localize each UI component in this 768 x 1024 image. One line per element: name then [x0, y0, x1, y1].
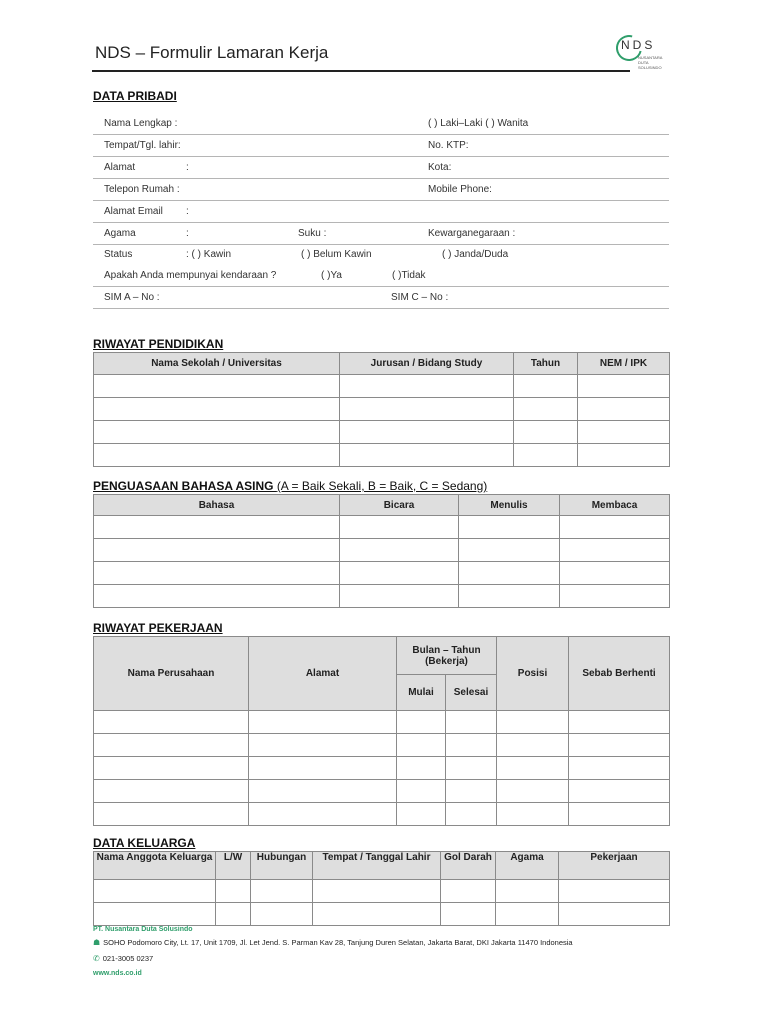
family-table — [93, 851, 670, 926]
table-cell[interactable] — [578, 444, 670, 467]
footer-address-text: SOHO Podomoro City, Lt. 17, Unit 1709, Jl. Let Jend. S. Parman Kav 28, Tanjung Duren Selatan, Jakarta Barat, DKI Jakarta 11470 Indonesia — [103, 938, 573, 947]
header-tahun: Tahun — [514, 353, 578, 375]
table-cell[interactable] — [496, 903, 559, 926]
table-cell[interactable] — [497, 780, 569, 803]
label-alamat: Alamat — [104, 162, 136, 173]
option-tidak[interactable]: ( )Tidak — [392, 270, 426, 281]
bahasa-legend: (A = Baik Sekali, B = Baik, C = Sedang) — [276, 479, 488, 493]
field-row-telepon — [93, 179, 669, 201]
bahasa-title: PENGUASAAN BAHASA ASING — [93, 479, 274, 493]
header-mulai: Mulai — [397, 675, 446, 711]
employment-table — [93, 636, 670, 826]
education-table — [93, 352, 670, 467]
label-status: Status — [104, 249, 133, 260]
table-row — [94, 757, 670, 780]
company-logo — [612, 33, 682, 73]
field-row-status — [93, 244, 669, 265]
label-alamat-email: Alamat Email — [104, 206, 163, 217]
table-cell[interactable] — [251, 903, 313, 926]
field-row-kendaraan — [93, 265, 669, 287]
table-cell[interactable] — [216, 880, 251, 903]
colon-agama: : — [186, 228, 189, 239]
table-row — [94, 562, 670, 585]
table-cell[interactable] — [446, 757, 497, 780]
table-cell[interactable] — [559, 903, 670, 926]
table-cell[interactable] — [94, 444, 340, 467]
table-row — [94, 398, 670, 421]
section-title-bahasa — [93, 479, 487, 493]
field-row-nama — [93, 113, 669, 135]
header-nem-ipk: NEM / IPK — [578, 353, 670, 375]
table-cell[interactable] — [249, 734, 397, 757]
table-cell[interactable] — [514, 398, 578, 421]
table-cell[interactable] — [578, 375, 670, 398]
table-row — [94, 421, 670, 444]
table-cell[interactable] — [569, 757, 670, 780]
table-cell[interactable] — [249, 757, 397, 780]
table-cell[interactable] — [497, 757, 569, 780]
header-bicara: Bicara — [340, 495, 459, 516]
table-cell[interactable] — [497, 711, 569, 734]
table-cell[interactable] — [441, 880, 496, 903]
table-cell[interactable] — [397, 780, 446, 803]
table-cell[interactable] — [249, 803, 397, 826]
field-row-email — [93, 201, 669, 223]
label-mobile-phone: Mobile Phone: — [428, 184, 492, 195]
header-selesai: Selesai — [446, 675, 497, 711]
header-bahasa: Bahasa — [94, 495, 340, 516]
table-cell[interactable] — [569, 711, 670, 734]
title-divider — [92, 70, 630, 72]
table-cell[interactable] — [569, 734, 670, 757]
table-row — [94, 734, 670, 757]
table-cell[interactable] — [94, 734, 249, 757]
header-nama-anggota: Nama Anggota Keluarga — [94, 852, 216, 880]
document-title: NDS – Formulir Lamaran Kerja — [95, 43, 329, 62]
colon-alamat: : — [186, 162, 189, 173]
table-cell[interactable] — [514, 421, 578, 444]
footer-website[interactable]: www.nds.co.id — [93, 970, 142, 977]
table-cell[interactable] — [94, 516, 340, 539]
table-cell[interactable] — [578, 398, 670, 421]
table-cell[interactable] — [459, 585, 560, 608]
label-sim-c: SIM C – No : — [391, 292, 449, 303]
table-cell[interactable] — [251, 880, 313, 903]
phone-icon: ✆ — [93, 954, 100, 963]
table-cell[interactable] — [459, 562, 560, 585]
table-cell[interactable] — [216, 903, 251, 926]
table-row — [94, 539, 670, 562]
table-cell[interactable] — [446, 803, 497, 826]
table-cell[interactable] — [94, 585, 340, 608]
table-cell[interactable] — [249, 780, 397, 803]
field-row-sim — [93, 287, 669, 309]
table-cell[interactable] — [459, 516, 560, 539]
table-cell[interactable] — [340, 516, 459, 539]
header-menulis: Menulis — [459, 495, 560, 516]
table-cell[interactable] — [459, 539, 560, 562]
header-membaca: Membaca — [560, 495, 670, 516]
table-cell[interactable] — [340, 539, 459, 562]
table-cell[interactable] — [94, 711, 249, 734]
table-cell[interactable] — [497, 803, 569, 826]
table-cell[interactable] — [560, 562, 670, 585]
gender-options[interactable]: ( ) Laki–Laki ( ) Wanita — [428, 118, 529, 129]
header-bulan-tahun: Bulan – Tahun (Bekerja) — [397, 637, 497, 675]
header-agama: Agama — [496, 852, 559, 880]
table-cell[interactable] — [560, 585, 670, 608]
section-title-riwayat-pekerjaan: RIWAYAT PEKERJAAN — [93, 621, 223, 635]
table-row — [94, 903, 670, 926]
table-cell[interactable] — [446, 734, 497, 757]
field-row-alamat — [93, 157, 669, 179]
table-cell[interactable] — [514, 375, 578, 398]
table-cell[interactable] — [397, 803, 446, 826]
header-jurusan: Jurusan / Bidang Study — [340, 353, 514, 375]
header-lw: L/W — [216, 852, 251, 880]
label-kendaraan: Apakah Anda mempunyai kendaraan ? — [104, 270, 277, 281]
header-hubungan: Hubungan — [251, 852, 313, 880]
header-pekerjaan: Pekerjaan — [559, 852, 670, 880]
label-suku: Suku : — [298, 228, 327, 239]
header-sebab-berhenti: Sebab Berhenti — [569, 637, 670, 711]
table-row — [94, 880, 670, 903]
table-cell[interactable] — [560, 539, 670, 562]
table-row — [94, 375, 670, 398]
table-cell[interactable] — [569, 803, 670, 826]
table-cell[interactable] — [340, 444, 514, 467]
label-tempat-tgl-lahir: Tempat/Tgl. lahir: — [104, 140, 181, 151]
table-cell[interactable] — [94, 880, 216, 903]
footer-phone-text: 021-3005 0237 — [102, 954, 154, 963]
table-cell[interactable] — [569, 780, 670, 803]
table-cell[interactable] — [94, 757, 249, 780]
label-agama: Agama — [104, 228, 136, 239]
header-posisi: Posisi — [497, 637, 569, 711]
table-cell[interactable] — [497, 734, 569, 757]
table-cell[interactable] — [94, 375, 340, 398]
table-cell[interactable] — [94, 562, 340, 585]
header-alamat: Alamat — [249, 637, 397, 711]
table-cell[interactable] — [94, 398, 340, 421]
table-cell[interactable] — [578, 421, 670, 444]
logo-tagline: NUSANTARA DUTA SOLUSINDO — [638, 55, 663, 70]
option-ya[interactable]: ( )Ya — [321, 270, 342, 281]
header-nama-sekolah: Nama Sekolah / Universitas — [94, 353, 340, 375]
label-nama-lengkap: Nama Lengkap : — [104, 118, 178, 129]
table-cell[interactable] — [560, 516, 670, 539]
language-table — [93, 494, 670, 608]
table-cell[interactable] — [397, 711, 446, 734]
table-cell[interactable] — [397, 734, 446, 757]
table-cell[interactable] — [340, 421, 514, 444]
table-cell[interactable] — [94, 780, 249, 803]
section-title-riwayat-pendidikan: RIWAYAT PENDIDIKAN — [93, 337, 224, 351]
field-row-ttl — [93, 135, 669, 157]
table-row — [94, 780, 670, 803]
table-cell[interactable] — [94, 903, 216, 926]
footer-company-name: PT. Nusantara Duta Solusindo — [93, 926, 193, 933]
table-row — [94, 444, 670, 467]
label-kota: Kota: — [428, 162, 452, 173]
table-row — [94, 711, 670, 734]
table-row — [94, 803, 670, 826]
section-title-data-keluarga: DATA KELUARGA — [93, 836, 196, 850]
field-row-agama — [93, 223, 669, 245]
table-cell[interactable] — [340, 398, 514, 421]
section-title-data-pribadi: DATA PRIBADI — [93, 89, 177, 103]
table-cell[interactable] — [340, 375, 514, 398]
option-belum-kawin[interactable]: ( ) Belum Kawin — [301, 249, 372, 260]
footer-phone — [93, 954, 153, 963]
label-telepon-rumah: Telepon Rumah : — [104, 184, 180, 195]
table-row — [94, 585, 670, 608]
header-gol-darah: Gol Darah — [441, 852, 496, 880]
label-kewarganegaraan: Kewarganegaraan : — [428, 228, 516, 239]
footer-address — [93, 938, 573, 947]
label-sim-a: SIM A – No : — [104, 292, 160, 303]
table-cell[interactable] — [441, 903, 496, 926]
colon-email: : — [186, 206, 189, 217]
table-cell[interactable] — [340, 585, 459, 608]
table-cell[interactable] — [313, 903, 441, 926]
table-cell[interactable] — [496, 880, 559, 903]
table-cell[interactable] — [94, 421, 340, 444]
table-cell[interactable] — [94, 803, 249, 826]
label-no-ktp: No. KTP: — [428, 140, 469, 151]
header-tempat-tanggal-lahir: Tempat / Tanggal Lahir — [313, 852, 441, 880]
table-cell[interactable] — [559, 880, 670, 903]
option-kawin[interactable]: : ( ) Kawin — [186, 249, 232, 260]
table-cell[interactable] — [94, 539, 340, 562]
table-cell[interactable] — [397, 757, 446, 780]
table-row — [94, 516, 670, 539]
table-cell[interactable] — [446, 780, 497, 803]
table-cell[interactable] — [249, 711, 397, 734]
logo-letters: NDS — [621, 38, 656, 52]
option-janda-duda[interactable]: ( ) Janda/Duda — [442, 249, 509, 260]
building-icon: ☗ — [93, 938, 101, 947]
table-cell[interactable] — [313, 880, 441, 903]
table-cell[interactable] — [514, 444, 578, 467]
table-cell[interactable] — [340, 562, 459, 585]
table-cell[interactable] — [446, 711, 497, 734]
header-nama-perusahaan: Nama Perusahaan — [94, 637, 249, 711]
